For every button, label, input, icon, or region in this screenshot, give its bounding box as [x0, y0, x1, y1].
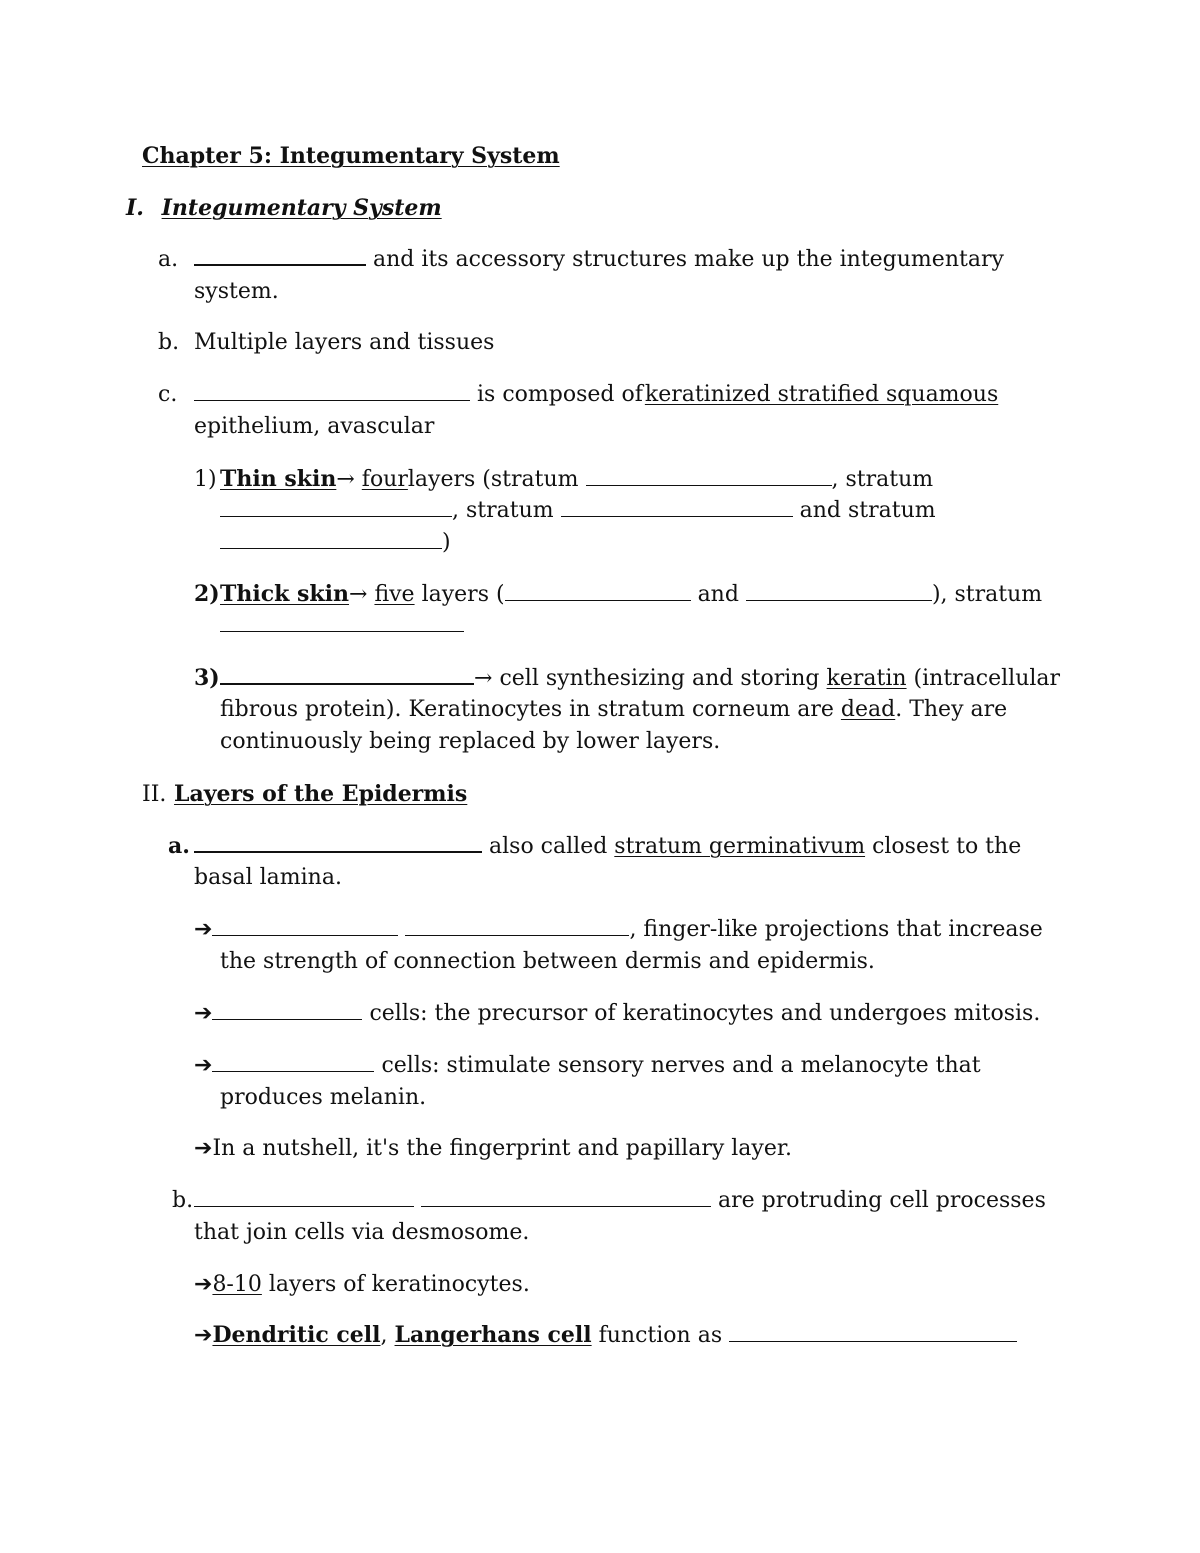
arrow-icon: → — [336, 467, 355, 492]
arrow-icon: → — [349, 582, 368, 607]
fill-blank[interactable] — [220, 663, 474, 685]
fill-blank[interactable] — [561, 496, 793, 517]
item-3-cont1: fibrous protein). Keratinocytes in stratum corneum are dead. They are — [220, 697, 1008, 722]
item-thin-skin: 1) Thin skin→ fourlayers (stratum , stratum — [194, 466, 934, 492]
fill-blank[interactable] — [212, 999, 362, 1020]
term-thin-skin: Thin skin — [220, 466, 337, 492]
section-2-title: Layers of the Epidermis — [174, 781, 468, 807]
fill-blank[interactable] — [220, 528, 442, 549]
item-1a: a. and its accessory structures make up the integumentary — [158, 244, 1004, 276]
term-dendritic-cell: Dendritic cell — [212, 1322, 381, 1348]
arrow-icon: ➔ — [194, 1053, 213, 1078]
section-1-title: Integumentary System — [161, 195, 442, 221]
arrow-icon: ➔ — [194, 917, 213, 942]
item-2b: b. are protruding cell processes — [172, 1188, 1046, 1213]
section-1-numeral: I. — [126, 195, 144, 221]
item-1c: c. is composed ofkeratinized stratified squamous — [158, 382, 999, 407]
arrow-icon: ➔ — [194, 1272, 213, 1297]
fill-blank[interactable] — [421, 1186, 711, 1207]
fill-blank[interactable] — [212, 915, 398, 936]
term-thick-skin: Thick skin — [220, 581, 350, 607]
item-1b: b. Multiple layers and tissues — [158, 330, 495, 355]
item-3-cont2: continuously being replaced by lower layers. — [220, 729, 721, 754]
item-1a-cont: system. — [194, 279, 279, 304]
item-2a-sub3-cont: produces melanin. — [220, 1085, 427, 1110]
fill-blank[interactable] — [194, 244, 366, 266]
item-3: 3) → cell synthesizing and storing keratin (intracellular — [194, 665, 1061, 691]
fill-blank[interactable] — [729, 1321, 1017, 1342]
item-thick-skin-cont — [220, 610, 464, 642]
item-thick-skin: 2)Thick skin→ five layers ( and ), stratum — [194, 581, 1043, 607]
fill-blank[interactable] — [586, 465, 832, 486]
item-thin-skin-cont2: ) — [220, 527, 451, 559]
fill-blank[interactable] — [746, 580, 932, 601]
fill-blank[interactable] — [212, 1051, 374, 1072]
page-title: Chapter 5: Integumentary System — [142, 143, 560, 169]
section-1-heading — [126, 192, 442, 224]
fill-blank[interactable] — [505, 580, 691, 601]
item-2a: a. also called stratum germinativum closest to the — [168, 833, 1022, 859]
fill-blank[interactable] — [194, 831, 482, 853]
item-2b-sub2: ➔Dendritic cell, Langerhans cell function as — [194, 1319, 1017, 1352]
fill-blank[interactable] — [194, 1186, 414, 1207]
arrow-icon: → — [474, 666, 493, 691]
item-2a-sub4: ➔In a nutshell, it's the fingerprint and papillary layer. — [194, 1136, 792, 1161]
fill-blank[interactable] — [220, 611, 464, 632]
item-2a-cont: basal lamina. — [194, 865, 342, 890]
item-1c-cont: epithelium, avascular — [194, 414, 435, 439]
item-2a-sub1: ➔ , finger-like projections that increase — [194, 917, 1043, 942]
arrow-icon: ➔ — [194, 1136, 213, 1161]
arrow-icon: ➔ — [194, 1323, 213, 1348]
fill-blank[interactable] — [405, 915, 629, 936]
item-2b-sub1: ➔8-10 layers of keratinocytes. — [194, 1272, 530, 1297]
fill-blank[interactable] — [220, 496, 452, 517]
section-2-heading — [142, 778, 467, 811]
item-2a-sub2: ➔ cells: the precursor of keratinocytes and undergoes mitosis. — [194, 1001, 1041, 1026]
arrow-icon: ➔ — [194, 1001, 213, 1026]
section-2-numeral: II. — [142, 782, 167, 807]
item-2a-sub1-cont: the strength of connection between dermis and epidermis. — [220, 949, 875, 974]
item-2a-sub3: ➔ cells: stimulate sensory nerves and a melanocyte that — [194, 1053, 981, 1078]
term-langerhans-cell: Langerhans cell — [394, 1322, 592, 1348]
item-2b-cont: that join cells via desmosome. — [194, 1220, 530, 1245]
item-thin-skin-cont1: , stratum and stratum — [220, 495, 936, 527]
fill-blank[interactable] — [194, 380, 470, 401]
